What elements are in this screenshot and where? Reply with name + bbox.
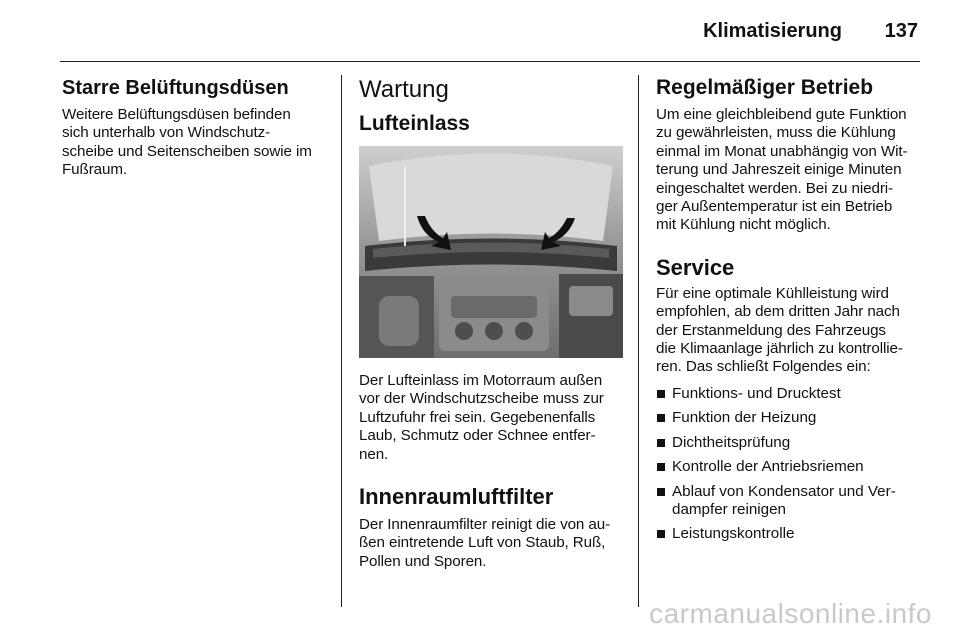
list-item — [656, 409, 922, 427]
text-line: mit Kühlung nicht möglich. — [656, 216, 831, 234]
paragraph — [62, 106, 330, 180]
text-line: Fußraum. — [62, 161, 128, 179]
text-line: ßen eintretende Luft von Staub, Ruß, — [359, 534, 606, 552]
section-title: Klimatisierung — [703, 20, 842, 42]
engine-bay-photo — [359, 146, 623, 358]
page-header — [0, 0, 960, 62]
text-line: sich unterhalb von Windschutz- — [62, 124, 271, 142]
paragraph-lufteinlass — [359, 372, 625, 464]
bullet-square-icon — [657, 439, 665, 447]
bullet-square-icon — [657, 530, 665, 538]
column-3 — [656, 76, 922, 550]
text-line: Pollen und Sporen. — [359, 552, 487, 570]
spacer — [656, 235, 922, 255]
list-item-text: Leistungskontrolle — [672, 525, 795, 543]
bullet-square-icon — [657, 488, 665, 496]
column-divider-2 — [638, 75, 639, 607]
list-item-text: Funktions- und Drucktest — [672, 384, 841, 402]
bullet-square-icon — [657, 414, 665, 422]
column-divider-1 — [341, 75, 342, 607]
service-checklist — [656, 385, 922, 544]
list-item — [656, 458, 922, 476]
text-line: einmal im Monat unabhängig von Wit- — [656, 142, 908, 160]
list-item-text: Funktion der Heizung — [672, 409, 817, 427]
heading-regelmaessiger-betrieb: Regelmäßiger Betrieb — [656, 76, 874, 99]
text-line: Luftzufuhr frei sein. Gegebenenfalls — [359, 408, 596, 426]
heading-starre-belueftungsduesen: Starre Belüftungsdüsen — [62, 77, 289, 99]
column-2 — [359, 76, 625, 571]
heading-service: Service — [656, 254, 735, 280]
text-line: terung und Jahreszeit einige Minuten — [656, 161, 902, 179]
text-line: empfohlen, ab dem dritten Jahr nach — [656, 303, 900, 321]
list-item-text-continued: dampfer reinigen — [672, 500, 786, 518]
list-item — [656, 434, 922, 452]
list-item — [656, 525, 922, 543]
list-item — [656, 385, 922, 403]
heading-lufteinlass: Lufteinlass — [359, 112, 470, 135]
page-number: 137 — [884, 20, 918, 42]
text-line: Der Innenraumfilter reinigt die von au- — [359, 516, 611, 534]
text-line: ren. Das schließt Folgendes ein: — [656, 358, 871, 376]
list-item-text: Ablauf von Kondensator und Ver- — [672, 482, 896, 500]
list-item-text: Kontrolle der Antriebsriemen — [672, 458, 864, 476]
column-1 — [62, 76, 330, 180]
heading-innenraumluftfilter: Innenraumluftfilter — [359, 484, 554, 510]
heading-wartung: Wartung — [359, 76, 449, 103]
paragraph-innenraumluftfilter — [359, 516, 625, 571]
text-line: vor der Windschutzscheibe muss zur — [359, 390, 604, 408]
header-rule — [60, 61, 920, 62]
spacer — [359, 464, 625, 484]
watermark: carmanualsonline.info — [649, 598, 932, 629]
list-item-text: Dichtheitsprüfung — [672, 433, 791, 451]
text-line: eingeschaltet werden. Bei zu niedri- — [656, 179, 894, 197]
bullet-square-icon — [657, 463, 665, 471]
text-line: Um eine gleichbleibend gute Funktion — [656, 106, 907, 123]
list-item — [656, 483, 922, 520]
text-line: der Erstanmeldung des Fahrzeugs — [656, 321, 886, 339]
bullet-square-icon — [657, 390, 665, 398]
text-line: nen. — [359, 445, 389, 463]
paragraph-service — [656, 285, 922, 377]
text-line: Für eine optimale Kühlleistung wird — [656, 284, 889, 302]
text-line: Weitere Belüftungsdüsen befinden — [62, 106, 291, 123]
text-line: Der Lufteinlass im Motorraum außen — [359, 372, 603, 389]
text-line: ger Außentemperatur ist ein Betrieb — [656, 198, 893, 216]
text-line: zu gewährleisten, muss die Kühlung — [656, 124, 896, 142]
paragraph-betrieb — [656, 106, 922, 235]
text-line: Laub, Schmutz oder Schnee entfer- — [359, 427, 596, 445]
text-line: scheibe und Seitenscheiben sowie im — [62, 142, 312, 160]
text-line: die Klimaanlage jährlich zu kontrollie- — [656, 340, 903, 358]
